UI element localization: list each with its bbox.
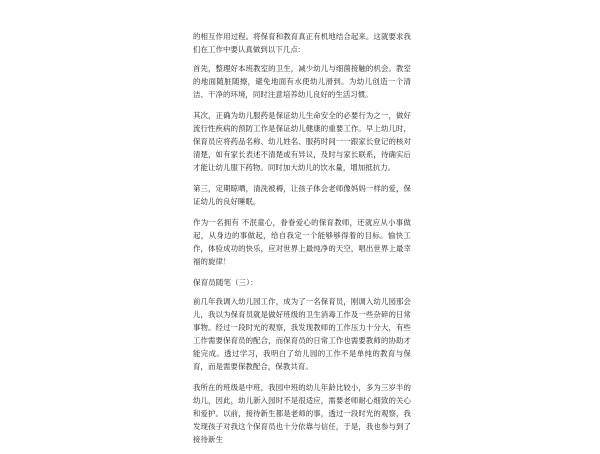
paragraph-conclusion: 作为一名拥有 不泯童心，眷眷爱心的保育教师，还就应从小事做起，从身边的事做起，给自我定一个能够够得着的目标。愉快工作，体验成功的快乐，应对世界上最纯净的天空，唱出世界上最幸福的旋律！ xyxy=(193,218,411,266)
section-heading: 保育员随笔（三）： xyxy=(193,278,258,287)
paragraph-intro: 的相互作用过程。将保育和教育真正有机地结合起来。这就要求我们在工作中要认真做到以下几点: xyxy=(193,32,411,54)
text-column xyxy=(193,30,411,454)
paragraph-third-point: 第三，定期晾晒，清洗被褥，让孩子体会老师像妈妈一样的爱，保证幼儿的良好睡眠。 xyxy=(193,184,411,206)
paragraph-second-point: 其次，正确为幼儿服药是保证幼儿生命安全的必要行为之一，做好流行性疾病的预防工作是保证幼儿健康的重要工作。早上幼儿时，保育员应将药品名称、幼儿姓名、服药时间一一跟家长登记的核对清楚，如有家长表述不清楚或有异议，及时与家长联系，待确实后才能让幼儿服下药物。同时加大幼儿的饮水量，增加抵抗力。 xyxy=(193,111,411,172)
paragraph-essay-three-part-two: 我所在的班级是中班，我园中班的幼儿年龄比较小，多为三岁半的幼儿，因此，幼儿新入园时不是很适应，需要老师耐心细致的关心和爱护。以前，接待新生都是老师的事，透过一段时光的观察，我发现孩子对我这个保育员也十分依靠与信任，于是，我也参与到了接待新生 xyxy=(193,383,411,444)
paragraph-first-point: 首先，整理好本班教室的卫生，减少幼儿与细菌接触的机会。教室的地面随脏随擦，避免地面有水使幼儿滑到。为幼儿创造一个清洁、干净的环境，同时注意培养幼儿良好的生活习惯。 xyxy=(193,64,411,99)
paragraph-essay-three-part-one: 前几年我调入幼儿园工作，成为了一名保育员，刚调入幼儿园那会儿，我以为保育员就是做好班级的卫生消毒工作及一些杂碎的日常事物。经过一段时光的观察，我发现教师的工作压力十分大，有些工作需要保育员的配合，而保育员的日常工作也需要教师的协助才能完成。透过学习，我明白了幼儿园的工作不是单纯的教育与保育，而是需要保教配合，保教共育。 xyxy=(193,297,411,371)
